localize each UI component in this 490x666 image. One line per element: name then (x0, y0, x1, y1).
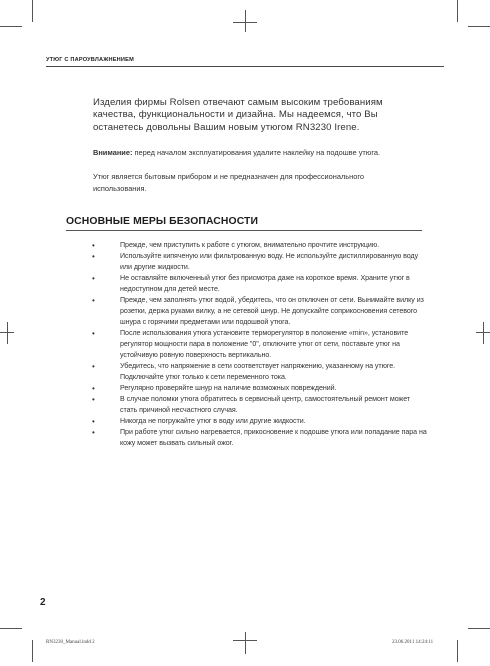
list-item (88, 251, 428, 273)
section-divider (66, 230, 422, 231)
crop-mark (32, 640, 33, 662)
crop-mark (483, 322, 484, 344)
page-number: 2 (40, 597, 46, 608)
file-slug: RN3230_Manual.indd 2 (46, 640, 95, 645)
crop-mark (457, 640, 458, 662)
crop-mark (32, 0, 33, 22)
list-item (88, 328, 428, 361)
bullet-icon: • (92, 296, 95, 305)
list-item (88, 361, 428, 383)
bullet-icon: • (92, 384, 95, 393)
bullet-icon: • (92, 329, 95, 338)
list-item (88, 295, 428, 328)
intro-paragraph: Изделия фирмы Rolsen отвечают самым высоким требованиям качества, функциональности и дизайна. Мы надеемся, что Вы останетесь довольны Вашим новым утюгом RN3230 Irene. (93, 97, 383, 133)
safety-list (88, 240, 428, 449)
list-item (88, 394, 428, 416)
warning-note (93, 148, 433, 158)
crop-mark (468, 628, 490, 629)
list-item (88, 240, 428, 251)
bullet-icon: • (92, 362, 95, 371)
crop-mark (0, 628, 22, 629)
list-item-text: Никогда не погружайте утюг в воду или другие жидкости. (120, 417, 306, 425)
list-item-text: После использования утюга установите терморегулятор в положение «min», установите регулятор мощности пара в положение "0", отключите утюг от сети, поставьте утюг на устойчивую ровную поверхность вертикально. (120, 329, 409, 359)
list-item-text: В случае поломки утюга обратитесь в сервисный центр, самостоятельный ремонт может стать причиной несчастного случая. (120, 395, 411, 414)
warning-label: Внимание: (93, 148, 133, 157)
header-divider (46, 66, 444, 67)
list-item (88, 416, 428, 427)
crop-mark (7, 322, 8, 344)
usage-info: Утюг является бытовым прибором и не предназначен для профессионального использования. (93, 172, 364, 193)
crop-mark (468, 26, 490, 27)
bullet-icon: • (92, 241, 95, 250)
list-item-text: Прежде, чем заполнять утюг водой, убедитесь, что он отключен от сети. Вынимайте вилку из розетки, держа руками вилку, а не сетевой шнур. Не допускайте соприкосновения сетевого шнура с горячими предметами или подошвой утюга. (120, 296, 424, 326)
bullet-icon: • (92, 395, 95, 404)
list-item (88, 383, 428, 394)
list-item (88, 427, 428, 449)
crop-mark (245, 10, 246, 32)
crop-mark (245, 632, 246, 654)
list-item-text: При работе утюг сильно нагревается, прикосновение к подошве утюга или попадание пара на кожу может вызвать сильный ожог. (120, 428, 427, 447)
bullet-icon: • (92, 417, 95, 426)
list-item-text: Используйте кипяченую или фильтрованную воду. Не используйте дистиллированную воду или другие жидкости. (120, 252, 419, 271)
list-item-text: Убедитесь, что напряжение в сети соответствует напряжению, указанному на утюге. Подключайте утюг только к сети переменного тока. (120, 362, 396, 381)
running-header: УТЮГ С ПАРОУВЛАЖНЕНИЕМ (46, 57, 134, 63)
warning-text: перед началом эксплуатирования удалите наклейку на подошве утюга. (132, 148, 381, 157)
crop-mark (0, 26, 22, 27)
bullet-icon: • (92, 252, 95, 261)
bullet-icon: • (92, 428, 95, 437)
list-item-text: Не оставляйте включенный утюг без присмотра даже на короткое время. Храните утюг в недоступном для детей месте. (120, 274, 410, 293)
list-item-text: Регулярно проверяйте шнур на наличие возможных повреждений. (120, 384, 337, 392)
date-slug: 23.06.2011 14:24:11 (392, 640, 434, 645)
bullet-icon: • (92, 274, 95, 283)
section-title: ОСНОВНЫЕ МЕРЫ БЕЗОПАСНОСТИ (66, 216, 259, 227)
list-item (88, 273, 428, 295)
crop-mark (457, 0, 458, 22)
list-item-text: Прежде, чем приступить к работе с утюгом, внимательно прочтите инструкцию. (120, 241, 380, 249)
